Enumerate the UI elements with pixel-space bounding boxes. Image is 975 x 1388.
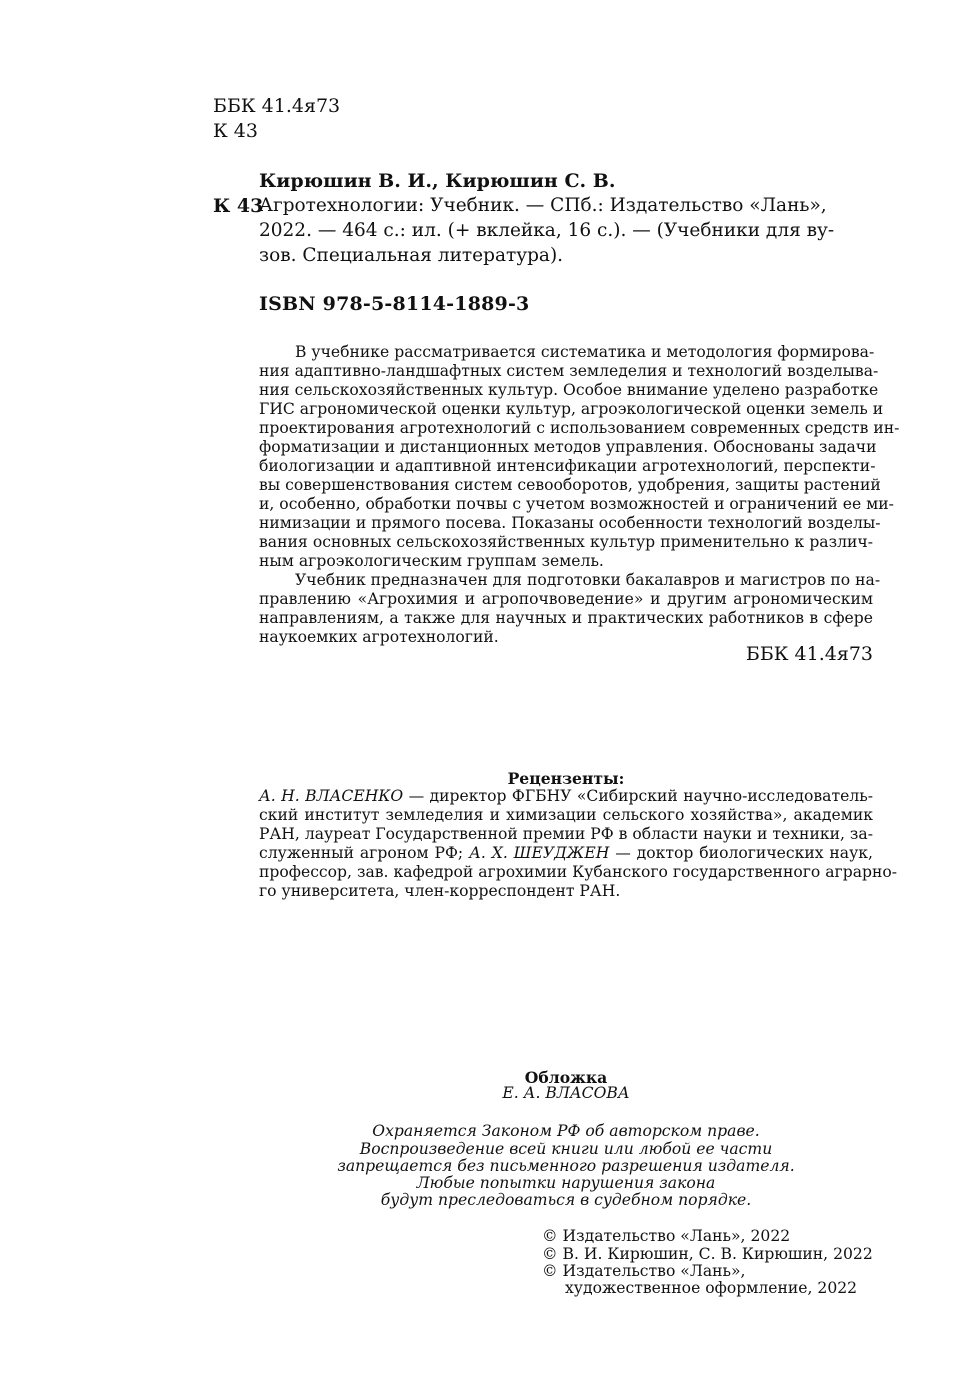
author-mark: К 43 <box>213 120 258 142</box>
authors: Кирюшин В. И., Кирюшин С. В. <box>259 170 616 192</box>
reviewer-line: РАН, лауреат Государственной премии РФ в области науки и техники, за- <box>259 825 873 843</box>
abstract-line: правлению «Агрохимия и агропочвоведение» и другим агрономическим <box>259 590 873 608</box>
abstract-bbk: ББК 41.4я73 <box>745 643 873 665</box>
legal-line: будут преследоваться в судебном порядке. <box>380 1191 752 1209</box>
isbn: ISBN 978-5-8114-1889-3 <box>259 293 530 315</box>
copyright-line: © Издательство «Лань», <box>542 1262 746 1280</box>
abstract-line: ным агроэкологическим группам земель. <box>259 552 604 570</box>
copyright-line: © В. И. Кирюшин, С. В. Кирюшин, 2022 <box>542 1245 873 1263</box>
reviewer-line: ский институт земледелия и химизации сельского хозяйства», академик <box>259 806 873 824</box>
description-line: Агротехнологии: Учебник. — СПб.: Издательство «Лань», <box>259 195 827 216</box>
abstract-line: нимизации и прямого посева. Показаны особенности технологий возделы- <box>259 514 881 532</box>
reviewer-text: — доктор биологических наук, <box>609 844 873 862</box>
entry-mark: К 43 <box>213 195 264 217</box>
abstract-line: форматизации и дистанционных методов управления. Обоснованы задачи <box>259 438 877 456</box>
abstract-line: Учебник предназначен для подготовки бакалавров и магистров по на- <box>295 571 881 589</box>
abstract-line: и, особенно, обработки почвы с учетом возможностей и ограничений ее ми- <box>259 495 894 513</box>
legal-line: Любые попытки нарушения закона <box>416 1174 716 1192</box>
reviewer-name: А. Х. ШЕУДЖЕН <box>469 844 610 862</box>
abstract-line: вы совершенствования систем севооборотов, удобрения, защиты растений <box>259 476 881 494</box>
reviewer-line <box>259 787 873 805</box>
bbk-code: ББК 41.4я73 <box>213 95 341 117</box>
abstract-line: ния сельскохозяйственных культур. Особое внимание уделено разработке <box>259 381 879 399</box>
description-line: 2022. — 464 с.: ил. (+ вклейка, 16 с.). — (Учебники для ву- <box>259 220 835 241</box>
copyright-line: художественное оформление, 2022 <box>565 1279 858 1297</box>
reviewer-text: — директор ФГБНУ «Сибирский научно-исследователь- <box>403 787 873 805</box>
legal-line: запрещается без письменного разрешения издателя. <box>337 1157 795 1175</box>
reviewer-line: го университета, член-корреспондент РАН. <box>259 882 621 900</box>
abstract-line: проектирования агротехнологий с использованием современных средств ин- <box>259 419 900 437</box>
reviewer-name: А. Н. ВЛАСЕНКО <box>259 787 404 805</box>
copyright-line: © Издательство «Лань», 2022 <box>542 1227 791 1245</box>
reviewer-text: служенный агроном РФ; <box>259 844 470 862</box>
abstract-line: биологизации и адаптивной интенсификации агротехнологий, перспекти- <box>259 457 876 475</box>
reviewer-line: профессор, зав. кафедрой агрохимии Кубанского государственного аграрно- <box>259 863 898 881</box>
abstract-line: ния адаптивно-ландшафтных систем земледелия и технологий возделыва- <box>259 362 879 380</box>
cover-designer: Е. А. ВЛАСОВА <box>502 1084 630 1102</box>
abstract-line: наукоемких агротехнологий. <box>259 628 499 646</box>
description-line: зов. Специальная литература). <box>259 245 564 266</box>
legal-line: Воспроизведение всей книги или любой ее части <box>359 1140 773 1158</box>
abstract-line: направлениям, а также для научных и практических работников в сфере <box>259 609 873 627</box>
reviewer-line <box>259 844 873 862</box>
bbk-classification <box>213 94 340 144</box>
abstract-line: В учебнике рассматривается систематика и методология формирова- <box>295 343 875 361</box>
reviewers-title: Рецензенты: <box>507 769 625 788</box>
legal-line: Охраняется Законом РФ об авторском праве. <box>372 1122 760 1140</box>
abstract-line: вания основных сельскохозяйственных культур применительно к различ- <box>259 533 873 551</box>
cover-title: Обложка <box>524 1068 608 1087</box>
abstract-line: ГИС агрономической оценки культур, агроэкологической оценки земель и <box>259 400 884 418</box>
